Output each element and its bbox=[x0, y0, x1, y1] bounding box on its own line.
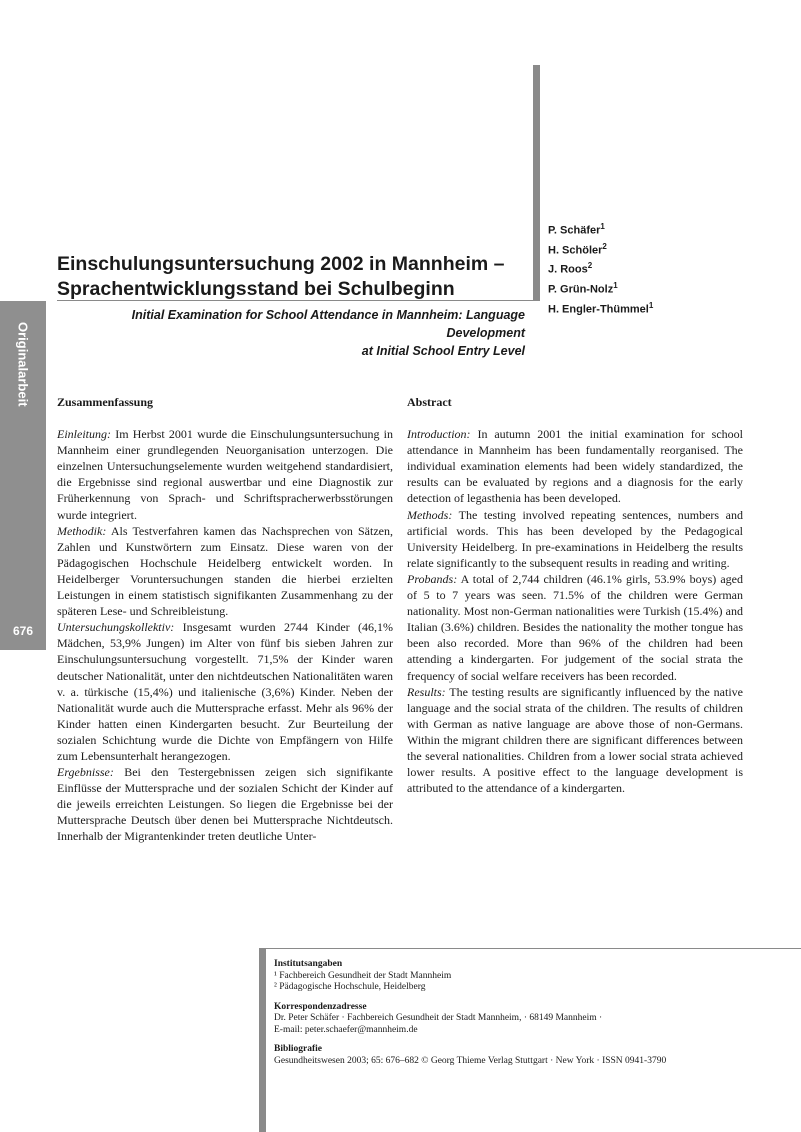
title-german-line: Sprachentwicklungsstand bei Schulbeginn bbox=[57, 278, 455, 300]
author: J. Roos$^2$ bbox=[548, 261, 593, 276]
article-type-label: Originalarbeit bbox=[15, 322, 31, 407]
summary-paragraph: Untersuchungskollektiv: Insgesamt wurden 2744 Kinder (46,1% Mädchen, 53,9% Jungen) im Alter von fünf bis sieben Jahren zur Einschulungsuntersuchung vorgestellt. 71,5% der Kinder waren deutscher Nationalität, unter den nichtdeutschen Nationalitäten waren v. a. türkische (15,4%) und italienische (3,6%) Kinder. Neben der Nationalität wurde auch die Muttersprache erfasst. Mehr als 96% der Kinder hatten einen Kindergarten besucht. Zur Beurteilung der sozialen Schichtung wurde die Dichte von Empfängern von Hilfe zum Lebensunterhalt herangezogen. bbox=[57, 620, 393, 763]
title-german bbox=[57, 252, 527, 302]
abstract-heading: Abstract bbox=[407, 395, 452, 409]
summary-paragraph: Einleitung: Im Herbst 2001 wurde die Einschulungsuntersuchung in Mannheim einer grundlegenden Neuorganisation unterzogen. Die einzelnen Untersuchungselemente wurden weitgehend standardisiert, die Ergebnisse sind regional auswertbar und eine Diagnostik zur Früherkennung von Sprach- und Schriftspracherwerbsstörungen wurde integriert. bbox=[57, 427, 393, 522]
summary-heading: Zusammenfassung bbox=[57, 395, 154, 409]
abstract-paragraph: Introduction: In autumn 2001 the initial examination for school attendance in Mannheim has been fundamentally reorganised. The individual examination elements had been widely standardized, the results can be evaluated by regions and a diagnosis for the early detection of legasthenia has been developed. bbox=[407, 427, 743, 506]
author: P. Grün-Nolz$^1$ bbox=[548, 280, 618, 296]
abstract-paragraph: Methods: The testing involved repeating sentences, numbers and artificial words. This has been developed by the Pedagogical University Heidelberg. In pre-examinations in Heidelberg the results relate significantly to the subsequent results in reading and writing. bbox=[407, 507, 743, 570]
abstract-paragraph: Results: The testing results are significantly influenced by the native language and the social strata of the children. The results of children with German as native language are above those of non-Germans. Within the migrant children there are significant differences between the several nationalities. Children from a lower social strata achieved lower results. A positive effect to the language development is attributed to the attendance of a kindergarten. bbox=[407, 684, 743, 796]
footer-info bbox=[274, 959, 794, 1075]
summary-paragraph: Methodik: Als Testverfahren kamen das Nachsprechen von Sätzen, Zahlen und Kunstwörtern zum Einsatz. Diese waren von der Pädagogischen Hochschule Heidelberg entwickelt worden. In Heidelberger Voruntersuchungen standen die hierbei erzielten Leistungen in einem statistisch signifikanten Zusammenhang zu der späteren Lese- und Schreibleistung. bbox=[57, 523, 393, 619]
title-english-line: at Initial School Entry Level bbox=[361, 344, 525, 358]
correspondence-email: E-mail: peter.schaefer@mannheim.de bbox=[274, 1024, 418, 1035]
footer-vertical-bar bbox=[259, 948, 266, 1132]
bibliography-citation: Gesundheitswesen 2003; 65: 676–682 © Georg Thieme Verlag Stuttgart · New York · ISSN 0941-3790 bbox=[274, 1055, 667, 1066]
correspondence-heading: Korrespondenzadresse bbox=[274, 1001, 367, 1012]
institutions-block bbox=[274, 959, 794, 994]
title-english bbox=[57, 306, 525, 360]
page-number: 676 bbox=[12, 624, 34, 638]
summary-german-column bbox=[57, 394, 393, 845]
bibliography-heading: Bibliografie bbox=[274, 1044, 323, 1054]
summary-paragraph: Ergebnisse: Bei den Testergebnissen zeigen sich signifikante Einflüsse der Muttersprache und der sozialen Schicht der Kinder auf die jeweils erreichten Leistungen. So liegen die Ergebnisse bei der Muttersprache Deutsch über denen bei Muttersprache Nichtdeutsch. Innerhalb der Migrantenkinder treten deutliche Unter- bbox=[57, 765, 393, 844]
abstract-english-column bbox=[407, 394, 743, 796]
bibliography-block bbox=[274, 1044, 794, 1067]
abstract-paragraph: Probands: A total of 2,744 children (46.1% girls, 53.9% boys) aged of 5 to 7 years was seen. 71.5% of the children were German nationality. Most non-German nationalities were Turkish (15.4%) and Italian (3.6%) children. Besides the nationality the mother tongue has been also recorded. More than 96% of the children had been attending a kindergarten. For judgement of the social strata the frequency of social welfare receivers has been recorded. bbox=[407, 571, 743, 683]
institution-line: ¹ Fachbereich Gesundheit der Stadt Mannheim bbox=[274, 970, 452, 981]
author: P. Schäfer$^1$ bbox=[548, 222, 605, 237]
institutions-heading: Institutsangaben bbox=[274, 959, 343, 969]
author: H. Engler-Thümmel$^1$ bbox=[548, 300, 654, 316]
author-list bbox=[548, 219, 653, 317]
correspondence-address: Dr. Peter Schäfer · Fachbereich Gesundheit der Stadt Mannheim, · 68149 Mannheim · bbox=[274, 1013, 603, 1023]
decorative-vertical-bar bbox=[533, 65, 540, 301]
footer-rule bbox=[266, 948, 801, 949]
title-german-line: Einschulungsuntersuchung 2002 in Mannheim – bbox=[57, 253, 505, 275]
correspondence-block bbox=[274, 1002, 794, 1037]
author: H. Schöler$^2$ bbox=[548, 241, 607, 257]
institution-line: ² Pädagogische Hochschule, Heidelberg bbox=[274, 982, 426, 992]
title-english-line: Initial Examination for School Attendance in Mannheim: Language Development bbox=[131, 308, 525, 340]
